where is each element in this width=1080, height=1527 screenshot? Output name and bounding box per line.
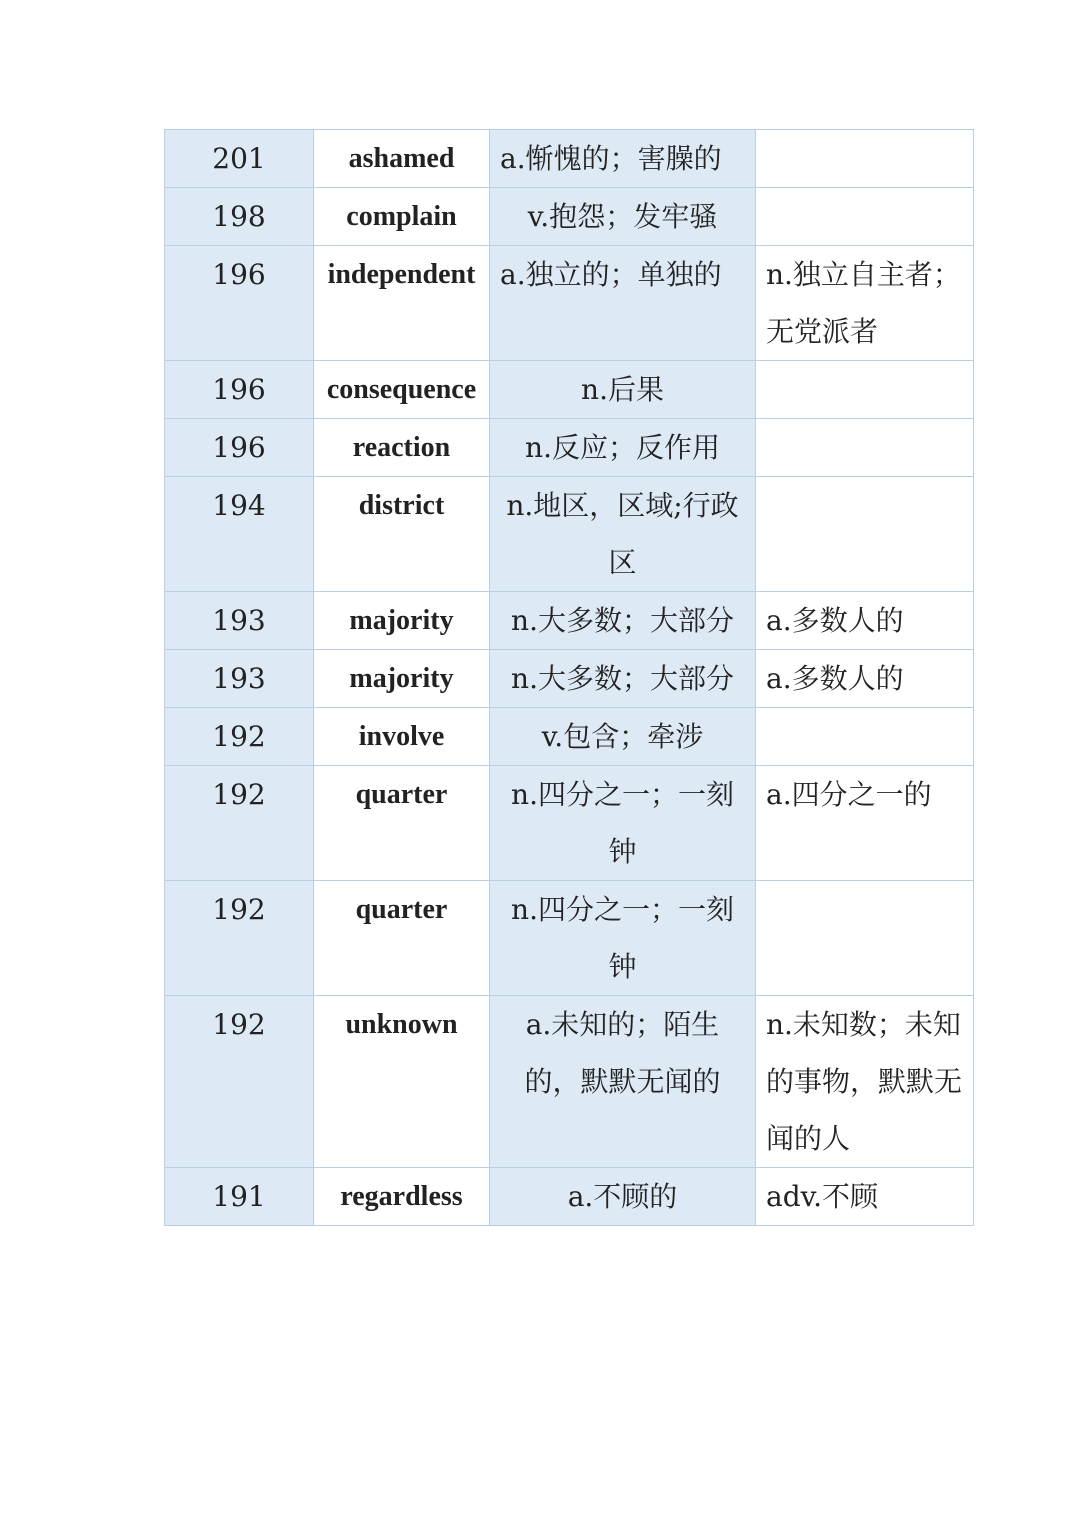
definition-cell: n.四分之一；一刻钟: [490, 881, 756, 996]
definition-cell: v.包含；牵涉: [490, 708, 756, 766]
definition-cell: v.抱怨；发牢骚: [490, 188, 756, 246]
table-row: [165, 650, 974, 708]
word-cell: ashamed: [314, 130, 490, 188]
frequency-cell: 192: [165, 708, 314, 766]
definition-cell: a.独立的；单独的: [490, 246, 756, 361]
frequency-cell: 201: [165, 130, 314, 188]
frequency-cell: 193: [165, 592, 314, 650]
word-cell: reaction: [314, 419, 490, 477]
extra-definition-cell: a.四分之一的: [756, 766, 974, 881]
definition-cell: n.反应；反作用: [490, 419, 756, 477]
extra-definition-cell: [756, 130, 974, 188]
frequency-cell: 198: [165, 188, 314, 246]
table-row: [165, 477, 974, 592]
word-cell: involve: [314, 708, 490, 766]
table-row: [165, 130, 974, 188]
extra-definition-cell: a.多数人的: [756, 650, 974, 708]
definition-cell: a.惭愧的；害臊的: [490, 130, 756, 188]
definition-cell: a.未知的；陌生的，默默无闻的: [490, 996, 756, 1168]
extra-definition-cell: a.多数人的: [756, 592, 974, 650]
extra-definition-cell: [756, 361, 974, 419]
word-cell: quarter: [314, 881, 490, 996]
extra-definition-cell: [756, 708, 974, 766]
frequency-cell: 192: [165, 996, 314, 1168]
vocabulary-table-body: [165, 130, 974, 1226]
word-cell: complain: [314, 188, 490, 246]
extra-definition-cell: n.未知数；未知的事物，默默无闻的人: [756, 996, 974, 1168]
table-row: [165, 766, 974, 881]
frequency-cell: 192: [165, 881, 314, 996]
definition-cell: n.大多数；大部分: [490, 592, 756, 650]
definition-cell: a.不顾的: [490, 1168, 756, 1226]
frequency-cell: 196: [165, 361, 314, 419]
word-cell: consequence: [314, 361, 490, 419]
table-row: [165, 361, 974, 419]
table-row: [165, 996, 974, 1168]
definition-cell: n.后果: [490, 361, 756, 419]
word-cell: majority: [314, 650, 490, 708]
definition-cell: n.地区，区域;行政区: [490, 477, 756, 592]
frequency-cell: 194: [165, 477, 314, 592]
extra-definition-cell: [756, 477, 974, 592]
table-row: [165, 881, 974, 996]
table-row: [165, 246, 974, 361]
frequency-cell: 193: [165, 650, 314, 708]
table-row: [165, 188, 974, 246]
extra-definition-cell: n.独立自主者；无党派者: [756, 246, 974, 361]
frequency-cell: 196: [165, 246, 314, 361]
extra-definition-cell: [756, 881, 974, 996]
table-row: [165, 592, 974, 650]
vocabulary-table: [164, 129, 974, 1226]
frequency-cell: 192: [165, 766, 314, 881]
table-row: [165, 708, 974, 766]
word-cell: majority: [314, 592, 490, 650]
table-row: [165, 419, 974, 477]
frequency-cell: 196: [165, 419, 314, 477]
extra-definition-cell: adv.不顾: [756, 1168, 974, 1226]
word-cell: regardless: [314, 1168, 490, 1226]
extra-definition-cell: [756, 188, 974, 246]
word-cell: district: [314, 477, 490, 592]
word-cell: quarter: [314, 766, 490, 881]
extra-definition-cell: [756, 419, 974, 477]
definition-cell: n.大多数；大部分: [490, 650, 756, 708]
word-cell: unknown: [314, 996, 490, 1168]
frequency-cell: 191: [165, 1168, 314, 1226]
table-row: [165, 1168, 974, 1226]
definition-cell: n.四分之一；一刻钟: [490, 766, 756, 881]
word-cell: independent: [314, 246, 490, 361]
